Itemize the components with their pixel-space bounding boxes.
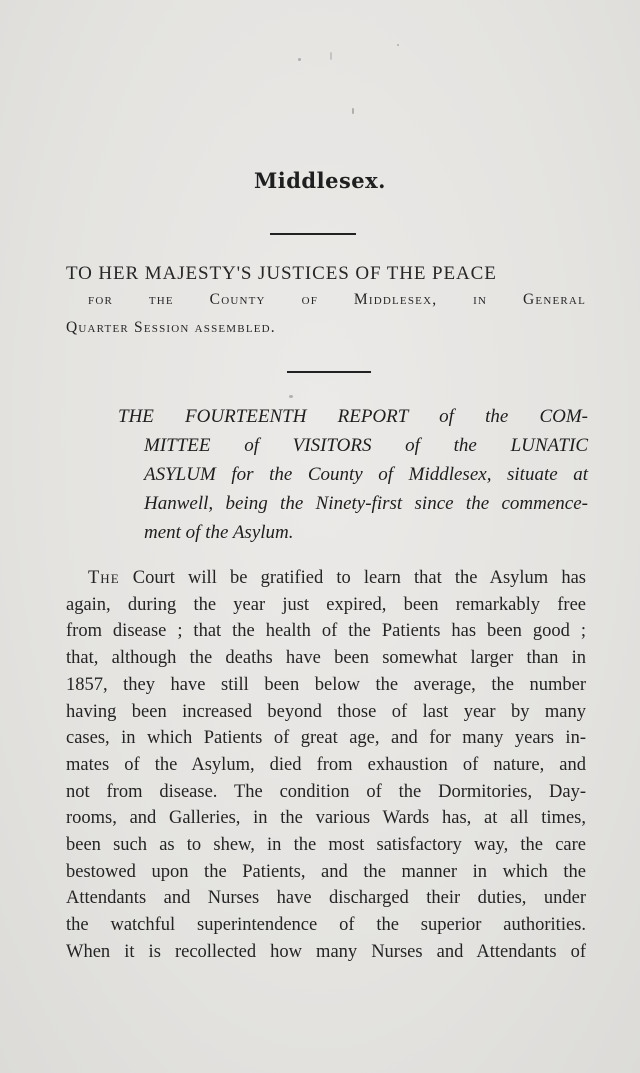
- divider-rule: [287, 371, 371, 373]
- divider-rule: [270, 233, 356, 235]
- body-line: been such as to shew, in the most satisfactory way, the care: [66, 835, 586, 856]
- address-line: Quarter Session assembled.: [66, 319, 276, 336]
- address-word: County: [209, 291, 266, 308]
- ink-speck: [397, 44, 399, 46]
- report-heading: [118, 402, 588, 547]
- body-line-text: Court will be gratified to learn that the Asylum has: [132, 568, 586, 588]
- body-line: rooms, and Galleries, in the various Wards has, at all times,: [66, 808, 586, 829]
- body-line: not from disease. The condition of the Dormitories, Day-: [66, 781, 586, 802]
- heading-line: ASYLUM for the County of Middlesex, situate at: [144, 464, 588, 485]
- body-line: When it is recollected how many Nurses and Attendants of: [66, 941, 586, 962]
- address-word: in: [473, 291, 488, 308]
- address-word: the: [148, 291, 174, 308]
- ink-speck: [289, 395, 293, 398]
- body-line: again, during the year just expired, been remarkably free: [66, 594, 586, 615]
- ink-speck: [330, 52, 332, 60]
- body-line: bestowed upon the Patients, and the manner in which the: [66, 861, 586, 882]
- body-line: from disease ; that the health of the Patients has been good ;: [66, 621, 586, 642]
- heading-line: THE FOURTEENTH REPORT of the COM-: [118, 406, 588, 427]
- ink-speck: [352, 108, 354, 114]
- lead-word: The: [88, 568, 120, 588]
- body-paragraph: [66, 565, 586, 966]
- ink-speck: [298, 58, 301, 61]
- address-block: [66, 263, 586, 339]
- county-title: Middlesex.: [254, 168, 386, 193]
- address-word: Middlesex,: [353, 291, 438, 308]
- body-line: cases, in which Patients of great age, and for many years in-: [66, 728, 586, 749]
- heading-line: MITTEE of VISITORS of the LUNATIC: [144, 435, 588, 456]
- address-word: of: [301, 291, 319, 308]
- body-line: mates of the Asylum, died from exhaustion of nature, and: [66, 754, 586, 775]
- address-line: TO HER MAJESTY'S JUSTICES OF THE PEACE: [66, 263, 497, 284]
- address-word: for: [88, 291, 113, 308]
- body-line: [66, 565, 586, 592]
- body-line: the watchful superintendence of the superior authorities.: [66, 915, 586, 936]
- body-line: 1857, they have still been below the average, the number: [66, 674, 586, 695]
- body-line: having been increased beyond those of last year by many: [66, 701, 586, 722]
- address-word: General: [523, 291, 586, 308]
- body-line: that, although the deaths have been somewhat larger than in: [66, 648, 586, 669]
- body-line: Attendants and Nurses have discharged their duties, under: [66, 888, 586, 909]
- heading-line: ment of the Asylum.: [144, 522, 294, 543]
- heading-line: Hanwell, being the Ninety-first since the commence-: [144, 493, 588, 514]
- address-line: [66, 289, 586, 311]
